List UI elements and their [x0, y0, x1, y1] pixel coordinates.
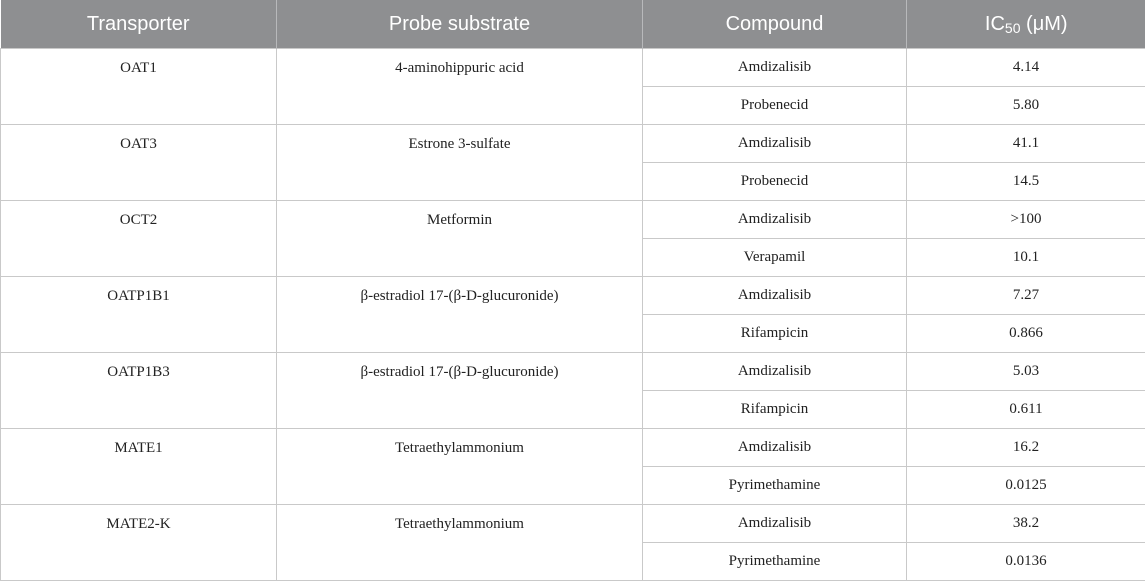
probe-substrate-cell: 4-aminohippuric acid: [277, 49, 643, 125]
table-row: [1, 49, 1145, 87]
table-body: [1, 49, 1145, 581]
ic50-cell: 0.0125: [907, 467, 1145, 505]
table-row: [1, 429, 1145, 467]
ic50-cell: 0.0136: [907, 543, 1145, 581]
compound-cell: Amdizalisib: [643, 429, 907, 467]
ic50-cell: 14.5: [907, 163, 1145, 201]
probe-substrate-cell: β-estradiol 17-(β-D-glucuronide): [277, 277, 643, 353]
ic50-cell: 16.2: [907, 429, 1145, 467]
compound-cell: Verapamil: [643, 239, 907, 277]
transporter-cell: OCT2: [1, 201, 277, 277]
compound-cell: Rifampicin: [643, 315, 907, 353]
ic50-cell: 10.1: [907, 239, 1145, 277]
compound-cell: Amdizalisib: [643, 49, 907, 87]
table-header: [1, 0, 1145, 49]
compound-cell: Amdizalisib: [643, 353, 907, 391]
compound-cell: Probenecid: [643, 163, 907, 201]
probe-substrate-cell: Tetraethylammonium: [277, 429, 643, 505]
ic50-cell: 7.27: [907, 277, 1145, 315]
table-row: [1, 505, 1145, 543]
header-row: [1, 0, 1145, 49]
ic50-cell: 38.2: [907, 505, 1145, 543]
transporter-cell: MATE1: [1, 429, 277, 505]
probe-substrate-cell: Estrone 3-sulfate: [277, 125, 643, 201]
probe-substrate-cell: Metformin: [277, 201, 643, 277]
compound-cell: Probenecid: [643, 87, 907, 125]
compound-cell: Amdizalisib: [643, 201, 907, 239]
ic50-cell: 0.611: [907, 391, 1145, 429]
compound-cell: Pyrimethamine: [643, 543, 907, 581]
probe-substrate-cell: Tetraethylammonium: [277, 505, 643, 581]
transporter-cell: OAT1: [1, 49, 277, 125]
ic50-cell: 41.1: [907, 125, 1145, 163]
probe-substrate-cell: β-estradiol 17-(β-D-glucuronide): [277, 353, 643, 429]
transporter-cell: MATE2-K: [1, 505, 277, 581]
table-row: [1, 125, 1145, 163]
ic50-cell: 4.14: [907, 49, 1145, 87]
compound-cell: Amdizalisib: [643, 505, 907, 543]
header-compound: Compound: [643, 0, 907, 49]
transporter-cell: OATP1B1: [1, 277, 277, 353]
header-ic50-subscript: 50: [1004, 19, 1021, 36]
table-row: [1, 353, 1145, 391]
compound-cell: Amdizalisib: [643, 277, 907, 315]
header-ic50-label: IC: [984, 12, 1005, 35]
transporter-cell: OATP1B3: [1, 353, 277, 429]
transporter-cell: OAT3: [1, 125, 277, 201]
compound-cell: Rifampicin: [643, 391, 907, 429]
header-transporter: Transporter: [1, 0, 277, 49]
table-row: [1, 277, 1145, 315]
ic50-cell: 5.80: [907, 87, 1145, 125]
table-row: [1, 201, 1145, 239]
ic50-cell: >100: [907, 201, 1145, 239]
ic50-cell: 5.03: [907, 353, 1145, 391]
header-probe-substrate: Probe substrate: [277, 0, 643, 49]
header-ic50: [907, 0, 1145, 49]
compound-cell: Pyrimethamine: [643, 467, 907, 505]
ic50-cell: 0.866: [907, 315, 1145, 353]
compound-cell: Amdizalisib: [643, 125, 907, 163]
header-ic50-unit: (μM): [1020, 12, 1068, 35]
